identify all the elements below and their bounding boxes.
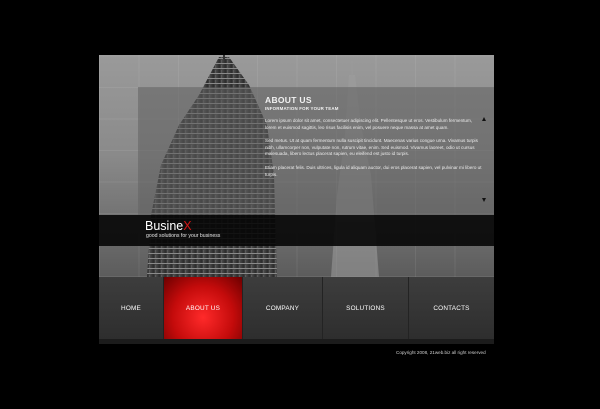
about-paragraph-1: Lorem ipsum dolor sit amet, consectetuer adipiscing elit. Pellentesque ut eros. Vestibulum fermentum, lorem et euismod sagittis, leo risus facilisis enim, vel posuere neque massa at amet quam. (265, 118, 473, 130)
nav-item-about-us[interactable]: ABOUT US (164, 277, 243, 339)
nav-item-contacts[interactable]: CONTACTS (409, 277, 494, 339)
brand-band (99, 215, 494, 246)
about-text-block (265, 95, 483, 178)
about-title: ABOUT US (265, 95, 312, 105)
nav-item-company[interactable]: COMPANY (243, 277, 323, 339)
main-nav (99, 277, 494, 339)
logo[interactable] (145, 219, 192, 233)
about-paragraph-2: Sed metus. Ut at quam fermentum nulla suscipit tincidunt. Maecenas varius congue urna. Vivamus turpis nibh, ullamcorper non, vulputate non, rutrum vitae, enim. Sed euismod. Vivamus laoreet, odio ut cursus malesuada, libero lectus placerat sapien, eu eleifend est justo id turpis. (265, 138, 478, 157)
website-frame (99, 55, 494, 344)
nav-bottom-bar (99, 339, 494, 344)
about-subtitle: INFORMATION FOR YOUR TEAM (265, 106, 339, 111)
logo-accent-letter: X (183, 219, 192, 233)
about-panel (138, 87, 494, 215)
hero-area (99, 55, 494, 277)
about-paragraph-3: Etiam placerat felis. Duis ultrices, ligula id aliquam auctor, dui eros placerat sapien, vel pulvinar mi libero ut turpis. (265, 164, 482, 177)
logo-text: Busine (145, 219, 184, 233)
brand-tagline: good solutions for your business (146, 233, 221, 239)
nav-item-solutions[interactable]: SOLUTIONS (323, 277, 409, 339)
nav-item-home[interactable]: HOME (99, 277, 164, 339)
triangle-down-icon[interactable] (482, 198, 486, 202)
triangle-up-icon[interactable] (482, 117, 486, 121)
copyright-text: Copyright 2008, 21web.biz all right reserved (396, 350, 486, 355)
